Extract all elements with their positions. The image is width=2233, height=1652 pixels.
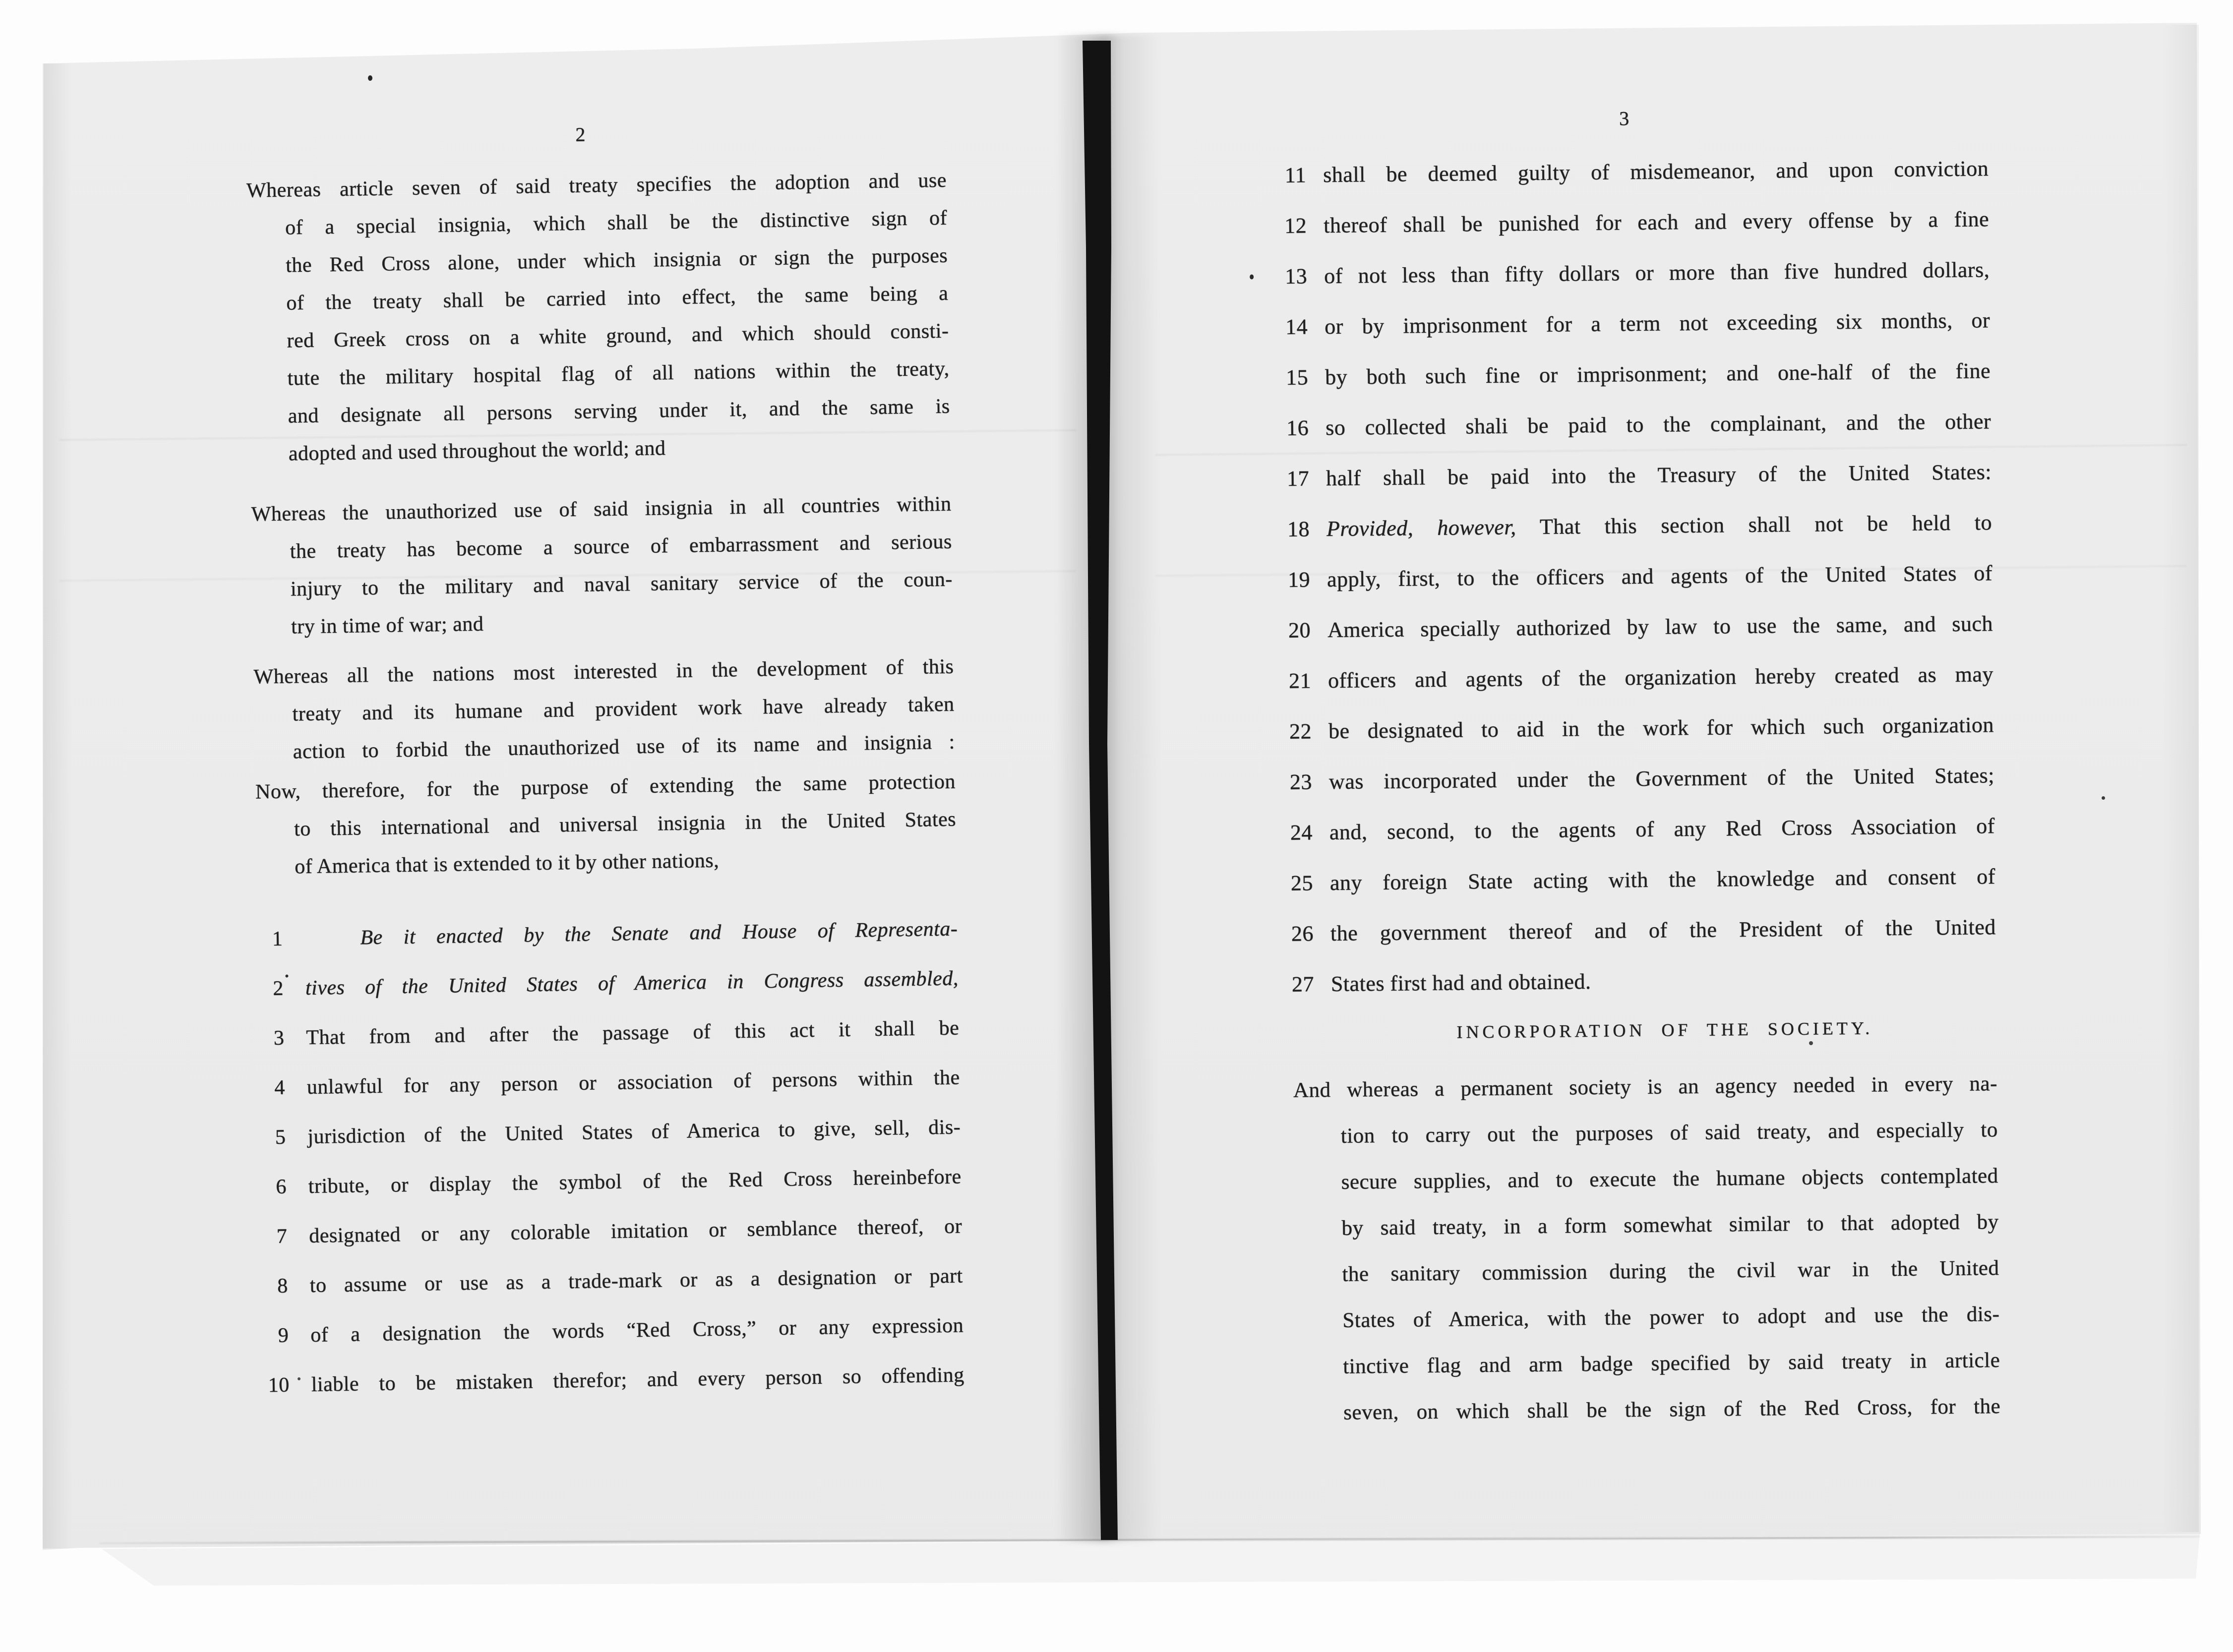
numbered-statute-line: [1272, 497, 1992, 555]
numbered-statute-line: [1274, 801, 1995, 858]
statute-lines-11-27: [1268, 143, 1997, 1010]
italic-text-segment: Be it enacted by the Senate and House of Representa-: [360, 917, 958, 949]
section-heading: INCORPORATION OF THE SOCIETY.: [1456, 1018, 1873, 1042]
text-segment: so collected shali be paid to the complainant, and the other: [1325, 409, 1992, 440]
text-segment: tribute, or display the symbol of the Red Cross hereinbefore: [308, 1165, 962, 1198]
line-text: [1325, 346, 1991, 403]
text-line: the sanitary commission during the civil war in the United: [1342, 1256, 1999, 1286]
line-number: 11: [1284, 163, 1307, 187]
line-text: [1328, 700, 1994, 757]
numbered-statute-line: [1272, 548, 1993, 605]
line-text: [306, 1003, 960, 1062]
line-text: [1326, 447, 1992, 504]
line-number: 12: [1284, 213, 1307, 238]
line-text: [1328, 750, 1994, 807]
line-text: [1323, 143, 1989, 200]
stray-ink-mark: [1250, 274, 1254, 279]
whereas-paragraph-2: [251, 485, 953, 647]
numbered-statute-line: [1273, 649, 1993, 707]
line-number: 10: [268, 1373, 290, 1397]
line-number: 17: [1286, 466, 1310, 491]
line-text: [308, 1152, 962, 1211]
stray-ink-mark: [285, 975, 288, 978]
line-text: [1329, 801, 1995, 858]
statute-lines-1-10: [250, 904, 965, 1411]
line-number: 24: [1290, 820, 1313, 845]
line-number: 14: [1285, 314, 1308, 339]
text-segment: States first had and obtained.: [1330, 969, 1591, 997]
text-line: and designate all persons serving under it, and the same is: [288, 395, 950, 428]
text-segment: be designated to aid in the work for which such organization: [1328, 712, 1994, 744]
text-segment: was incorporated under the Government of the United States;: [1328, 763, 1995, 794]
line-text: [1325, 295, 1991, 352]
text-line: injury to the military and naval sanitary service of the coun-: [290, 568, 953, 601]
numbered-statute-line: [1273, 700, 1994, 757]
line-text: [1329, 851, 1995, 908]
text-segment: unlawful for any person or association of persons within the: [306, 1066, 960, 1099]
line-text: [310, 1300, 964, 1360]
line-number: 15: [1285, 365, 1309, 390]
line-number: 5: [275, 1125, 286, 1149]
text-line: seven, on which shall be the sign of the Red Cross, for the: [1343, 1395, 2001, 1424]
text-segment: officers and agents of the organization hereby created as may: [1328, 662, 1994, 693]
numbered-statute-line: [1272, 598, 1993, 656]
text-segment: That this section shall not be held to: [1516, 510, 1992, 539]
text-segment: America specially authorized by law to use the same, and such: [1327, 611, 1993, 643]
now-therefore-paragraph: [255, 763, 957, 886]
text-segment: jurisdiction of the United States of America to give, sell, dis-: [307, 1116, 961, 1149]
line-number: 21: [1288, 668, 1312, 693]
line-number: 6: [275, 1175, 287, 1198]
numbered-statute-line: [1269, 244, 1990, 302]
line-text: [306, 1053, 960, 1112]
line-text: [307, 1102, 961, 1162]
text-line: treaty and its humane and provident work have already taken: [292, 693, 955, 726]
text-line: red Greek cross on a white ground, and which should consti-: [287, 319, 949, 353]
text-segment: or by imprisonment for a term not exceeding six months, or: [1324, 308, 1991, 339]
line-text: [311, 1350, 965, 1410]
text-line: secure supplies, and to execute the humane objects contemplated: [1341, 1164, 1998, 1194]
text-line: adopted and used throughout the world; and: [288, 437, 666, 466]
line-text: [1327, 598, 1993, 655]
numbered-statute-line: [1269, 194, 1990, 251]
line-number: 13: [1284, 264, 1308, 289]
line-text: [1324, 194, 1990, 251]
text-line: tion to carry out the purposes of said treaty, and especially to: [1340, 1118, 1998, 1148]
text-segment: of not less than fifty dollars or more than five hundred dollars,: [1324, 257, 1990, 289]
line-number: 18: [1287, 517, 1310, 541]
line-text: [308, 1201, 962, 1261]
text-line: to this international and universal insignia in the United States: [294, 808, 957, 841]
line-number: 25: [1290, 871, 1314, 895]
text-line: tinctive flag and arm badge specified by said treaty in article: [1343, 1349, 2000, 1378]
text-segment: and, second, to the agents of any Red Cross Association of: [1329, 814, 1995, 845]
text-line: Whereas article seven of said treaty specifies the adoption and use: [246, 169, 947, 202]
text-line: Now, therefore, for the purpose of extending the same protection: [255, 770, 956, 804]
text-line: tute the military hospital flag of all nations within the treaty,: [287, 357, 950, 390]
numbered-statute-line: [1271, 447, 1992, 504]
line-number: 4: [274, 1076, 286, 1099]
text-line: And whereas a permanent society is an agency needed in every na-: [1293, 1072, 1998, 1102]
text-segment: That from and after the passage of this act it shall be: [305, 1016, 960, 1050]
line-text: [305, 954, 959, 1013]
text-line: of a special insignia, which shall be the distinctive sign of: [285, 206, 948, 239]
line-text: [1327, 548, 1993, 605]
numbered-statute-line: [1276, 952, 1996, 1010]
text-segment: thereof shall be punished for each and every offense by a fine: [1323, 207, 1990, 238]
text-line: by said treaty, in a form somewhat similar to that adopted by: [1341, 1210, 1999, 1240]
text-segment: to assume or use as a trade-mark or as a designation or part: [309, 1264, 963, 1297]
line-number: 27: [1291, 972, 1315, 997]
line-number: 26: [1291, 921, 1314, 946]
line-text: [1326, 396, 1992, 453]
text-segment: by both such fine or imprisonment; and one-half of the fine: [1325, 358, 1991, 390]
line-number: 3: [273, 1026, 285, 1050]
text-segment: designated or any colorable imitation or semblance thereof, or: [308, 1215, 963, 1247]
text-line: the treaty has become a source of embarrassment and serious: [290, 530, 952, 563]
text-segment: half shall be paid into the Treasury of the United States:: [1326, 460, 1992, 491]
numbered-statute-line: [1268, 143, 1989, 201]
line-number: 16: [1286, 415, 1309, 440]
line-number: 9: [278, 1324, 289, 1347]
line-number: 23: [1289, 769, 1313, 794]
page-number: 3: [1619, 107, 1629, 130]
line-number: 20: [1288, 618, 1311, 643]
italic-text-segment: tives of the United States of America in Congress assembled,: [305, 967, 959, 1000]
text-line: Whereas all the nations most interested in the development of this: [253, 655, 954, 689]
numbered-statute-line: [1271, 396, 1992, 454]
text-segment: of a designation the words “Red Cross,” or any expression: [310, 1314, 964, 1347]
text-line: the Red Cross alone, under which insignia or sign the purposes: [285, 244, 948, 277]
whereas-paragraph-1: [246, 162, 951, 473]
text-line: Whereas the unauthorized use of said insignia in all countries within: [251, 492, 952, 526]
line-text: [1330, 902, 1996, 959]
line-number: 22: [1289, 719, 1312, 744]
whereas-paragraph-3: [253, 648, 955, 771]
page-number: 2: [575, 123, 586, 146]
numbered-statute-line: [1275, 851, 1995, 909]
line-number: 19: [1287, 567, 1311, 592]
text-line: try in time of war; and: [291, 612, 484, 639]
text-segment: any foreign State acting with the knowledge and consent of: [1329, 864, 1996, 895]
line-number: 8: [277, 1274, 289, 1298]
line-text: [1324, 244, 1990, 301]
text-segment: the government thereof and of the President of the United: [1330, 915, 1996, 946]
text-segment: apply, first, to the officers and agents of the United States of: [1327, 561, 1993, 592]
line-number: 1: [272, 927, 283, 951]
incorporation-paragraph: [1293, 1061, 2000, 1436]
line-text: [1328, 649, 1993, 706]
text-line: action to forbid the unauthorized use of its name and insignia :: [293, 730, 955, 764]
line-text: [304, 904, 958, 964]
numbered-statute-line: [256, 1350, 965, 1410]
italic-text-segment: Provided, however,: [1326, 515, 1516, 541]
line-number: 2: [272, 977, 284, 1001]
page-2: [31, 29, 1115, 1554]
text-segment: liable to be mistaken therefor; and every person so offending: [311, 1363, 965, 1396]
numbered-statute-line: [1274, 750, 1994, 808]
text-line: States of America, with the power to adopt and use the dis-: [1342, 1302, 2000, 1332]
line-number: 7: [276, 1225, 288, 1248]
numbered-statute-line: [1270, 295, 1991, 353]
text-segment: shall be deemed guilty of misdemeanor, and upon conviction: [1323, 156, 1989, 187]
numbered-statute-line: [1270, 346, 1991, 403]
text-line: of America that is extended to it by other nations,: [294, 849, 720, 879]
line-text: [1330, 952, 1996, 1009]
text-line: of the treaty shall be carried into effect, the same being a: [286, 282, 949, 315]
numbered-statute-line: [1275, 902, 1996, 959]
page-3: [1143, 22, 2233, 1547]
line-text: [1327, 497, 1992, 554]
line-text: [309, 1251, 963, 1310]
